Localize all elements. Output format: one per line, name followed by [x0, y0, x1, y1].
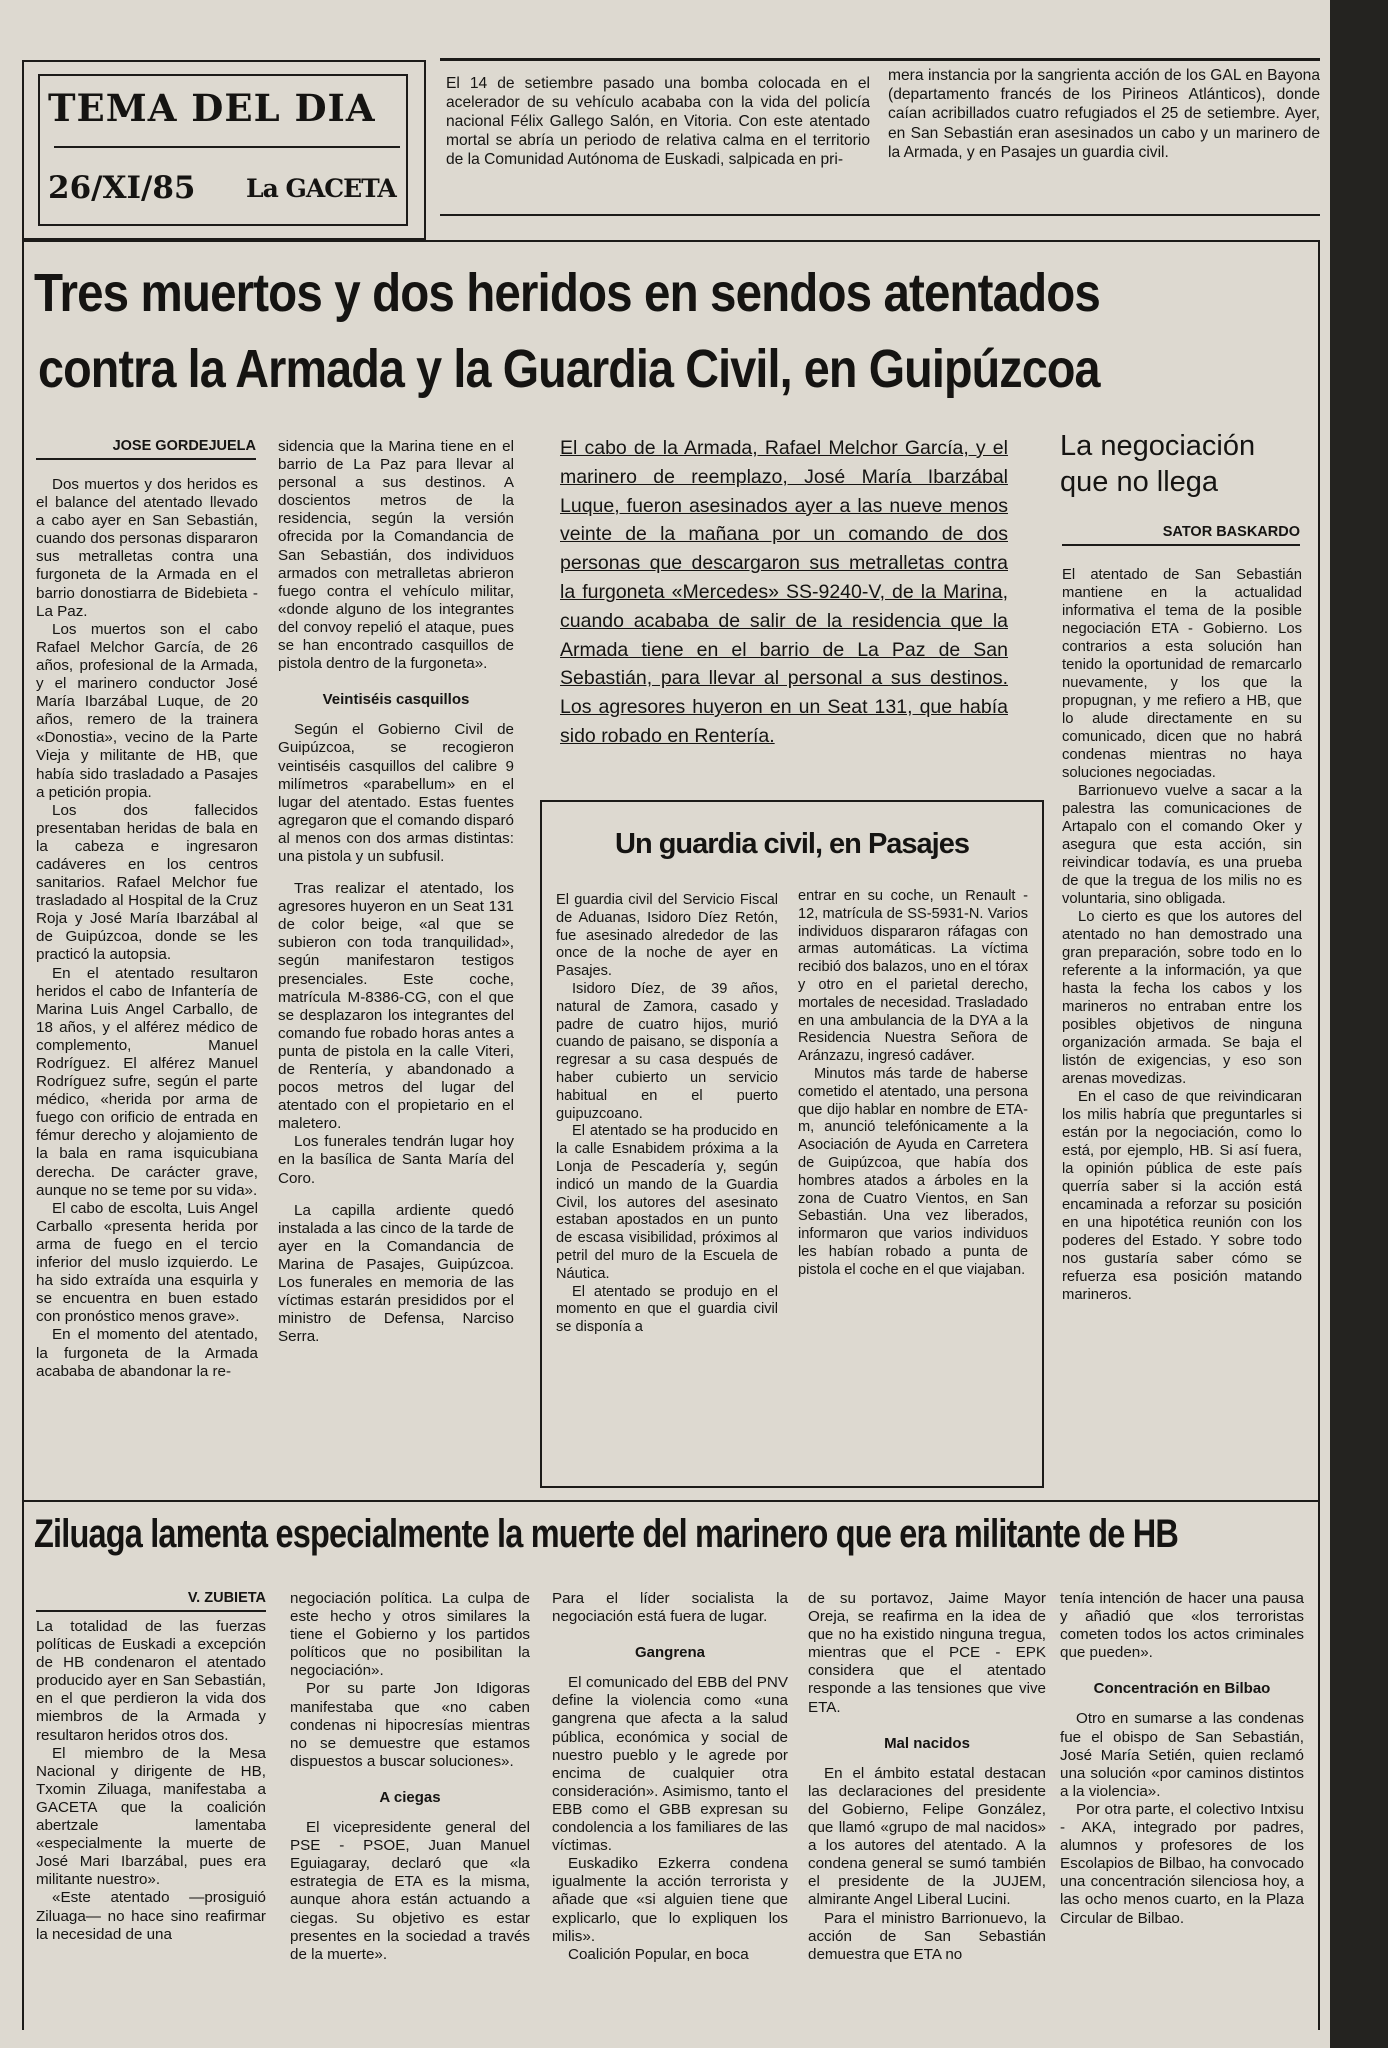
main-headline-line-1: Tres muertos y dos heridos en sendos atentados [34, 263, 1100, 323]
subhead-concentracion: Concentración en Bilbao [1093, 1680, 1271, 1698]
negociacion-paragraph: Barrionuevo vuelve a sacar a la palestra las comunicaciones de Artapalo con el comando Oker y asegura que esta acción, sin reivindicar todavía, es una prueba de que la tregua de los milis no es voluntaria, sino obligada. [1062, 783, 1302, 907]
box-column-2 [798, 888, 1028, 1476]
ziluaga-paragraph: Por su parte Jon Idigoras manifestaba que «no caben condenas ni hipocresías mientras no se demuestre que estamos dispuestos a buscar soluciones». [290, 1680, 530, 1770]
main-headline-line-2: contra la Armada y la Guardia Civil, en Guipúzcoa [38, 339, 1100, 399]
lead-paragraph: El cabo de la Armada, Rafael Melchor García, y el marinero de reemplazo, José María Ibarzábal Luque, fueron asesinados ayer a las nueve menos veinte de la mañana por un comando de dos personas que descargaron sus metralletas contra la furgoneta «Mercedes» SS-9240-V, de la Marina, cuando acababa de salir de la residencia que la Armada tiene en el barrio de La Paz de San Sebastián, para llevar al personal a sus destinos. Los agresores huyeron en un Seat 131, que había sido robado en Rentería. [560, 437, 1008, 747]
subhead-gangrena: Gangrena [634, 1644, 706, 1662]
main-paragraph: Los muertos son el cabo Rafael Melchor García, de 26 años, profesional de la Armada, y el marinero conductor José María Ibarzábal Luque, de 20 años, remero de la trainera «Donostia», vecino de la Parte Vieja y militante de HB, que había sido trasladado a Pasajes a petición propia. [36, 620, 258, 801]
main-paragraph: En el atentado resultaron heridos el cabo de Infantería de Marina Luis Angel Carballo, de 18 años, y el alférez médico de complemento, Manuel Rodríguez. El alférez Manuel Rodríguez sufre, según el parte médico, «herida por arma de fuego con orificio de entrada en fémur derecho y alojamiento de la bala en rama isquicubiana derecha. De carácter grave, aunque no se teme por su vida». [36, 964, 258, 1199]
negociacion-paragraph: El atentado de San Sebastián mantiene en la actualidad informativa el tema de la posible negociación ETA - Gobierno. Los contrarios a esta solución han tenido la oportunidad de remarcarlo nuevamente, y los que la propugnan, y me refiero a HB, que lo alude directamente en su comunicado, dicen que no habrá condenas mientras no haya soluciones negociadas. [1062, 567, 1302, 781]
ziluaga-column-1 [36, 1618, 266, 2018]
tema-del-dia-box [22, 60, 426, 240]
subhead-mal-nacidos: Mal nacidos [884, 1734, 970, 1752]
negociacion-paragraph: Lo cierto es que los autores del atentado no han demostrado una gran preparación, sobre todo en lo referente a la información, ya que hasta la fecha los cabos y los marineros no entraban entre los posibles objetivos de ninguna organización armada. Se baja el listón de exigencias, y eso son arenas movedizas. [1062, 909, 1302, 1087]
negociacion-byline: SATOR BASKARDO [1062, 524, 1300, 546]
ziluaga-paragraph: Por otra parte, el colectivo Intxisu - AKA, integrado por padres, alumnos y profesores de los Escolapios de Bilbao, ha convocado una concentración silenciosa hoy, a las ocho menos cuarto, en la Plaza Circular de Bilbao. [1060, 1800, 1304, 1927]
negociacion-title: La negociación que no llega [1060, 430, 1256, 498]
subhead-a-ciegas: A ciegas [379, 1788, 441, 1806]
ziluaga-paragraph: Para el líder socialista la negociación está fuera de lugar. [552, 1590, 788, 1626]
box-column-1 [556, 892, 778, 1476]
article-frame-left [22, 240, 24, 2030]
ziluaga-paragraph: En el ámbito estatal destacan las declaraciones del presidente del Gobierno, Felipe González, que llamó «grupo de mal nacidos» a los autores del atentado. A la condena general se sumó también el presidente de la JUJEM, almirante Angel Liberal Lucini. [808, 1764, 1046, 1909]
main-paragraph: Según el Gobierno Civil de Guipúzcoa, se recogieron veintiséis casquillos del calibre 9 milímetros «parabellum» en el lugar del atentado. Estas fuentes agregaron que el comando disparó al menos con dos armas distintas: una pistola y un subfusil. [278, 721, 514, 865]
ziluaga-paragraph: «Este atentado —prosiguió Ziluaga— no hace sino reafirmar la necesidad de una [36, 1889, 266, 1943]
ziluaga-paragraph: negociación política. La culpa de este hecho y otros similares la tiene el Gobierno y los partidos políticos que no posibilitan la negociación». [290, 1590, 530, 1680]
intro-right: mera instancia por la sangrienta acción de los GAL en Bayona (departamento francés de los Pirineos Atlánticos), donde caían acribillados cuatro refugiados el 25 de setiembre. Ayer, en San Sebastián eran asesinados un cabo y un marinero de la Armada, y en Pasajes un guardia civil. [888, 67, 1320, 161]
ziluaga-column-5 [1060, 1590, 1304, 2020]
guardia-civil-box [540, 800, 1044, 1488]
box-title: Un guardia civil, en Pasajes [615, 828, 969, 860]
main-column-2 [278, 438, 514, 1492]
ziluaga-paragraph: de su portavoz, Jaime Mayor Oreja, se reafirma en la idea de que no ha existido ninguna tregua, mientras que el PCE - EPK considera que el atentado responde a las tensiones que vive ETA. [808, 1590, 1046, 1716]
section-divider [22, 1500, 1320, 1502]
main-paragraph: La capilla ardiente quedó instalada a las cinco de la tarde de ayer en la Comandancia de Marina de Pasajes, Guipúzcoa. Los funerales en memoria de las víctimas estarán presididos por el ministro de Defensa, Narciso Serra. [278, 1201, 514, 1346]
ziluaga-paragraph: Otro en sumarse a las condenas fue el obispo de San Sebastián, José María Setién, quien reclamó una solución «por caminos distintos a la violencia». [1060, 1710, 1304, 1800]
ziluaga-headline: Ziluaga lamenta especialmente la muerte del marinero que era militante de HB [34, 1512, 1179, 1556]
main-paragraph: Tras realizar el atentado, los agresores huyeron en un Seat 131 de color beige, «al que se subieron con toda tranquilidad», según manifestaron testigos presenciales. Este coche, matrícula M-8386-CG, con el que se desplazaron los integrantes del comando fue robado horas antes a punta de pistola en la calle Viteri, de Rentería, y abandonado a pocos metros del lugar del atentado con el propietario en el maletero. [278, 880, 514, 1133]
ziluaga-paragraph: El vicepresidente general del PSE - PSOE, Juan Manuel Eguiagaray, declaró que «la estrategia de ETA es la misma, aunque ahora están actuando a ciegas. Su objetivo es estar presentes en la sociedad a través de la muerte». [290, 1819, 530, 1963]
ziluaga-paragraph: Coalición Popular, en boca [568, 1945, 749, 1963]
intro-rule [440, 214, 1320, 216]
tema-divider [54, 146, 400, 148]
ziluaga-paragraph: Euskadiko Ezkerra condena igualmente la acción terrorista y añade que «si alguien tiene que explicarlo, que lo expliquen los milis». [552, 1855, 788, 1945]
box-paragraph: El atentado se produjo en el momento en que el guardia civil se disponía a [556, 1283, 778, 1336]
main-paragraph: sidencia que la Marina tiene en el barrio de La Paz para llevar al personal a sus destinos. A doscientos metros de la residencia, según la versión ofrecida por la Comandancia de San Sebastián, dos individuos armados con metralletas abrieron fuego contra el vehículo militar, «donde alguno de los integrantes del convoy repelió el ataque, pues se han encontrado casquillos de pistola dentro de la furgoneta». [278, 438, 514, 673]
main-paragraph: Los funerales tendrán lugar hoy en la basílica de Santa María del Coro. [278, 1133, 514, 1187]
ziluaga-paragraph: tenía intención de hacer una pausa y añadió que «los terroristas cometen todos los actos criminales que pueden». [1060, 1590, 1304, 1662]
ziluaga-column-3 [552, 1590, 788, 2020]
box-paragraph: El atentado se ha producido en la calle Esnabidem próxima a la Lonja de Pescadería y, según indicó un mando de la Guardia Civil, los autores del asesinato estaban apostados en un punto de escasa visibilidad, próximos al petril del muro de la Escuela de Náutica. [556, 1123, 778, 1282]
ziluaga-paragraph: Para el ministro Barrionuevo, la acción de San Sebastián demuestra que ETA no [808, 1909, 1046, 1963]
ziluaga-paragraph: El comunicado del EBB del PNV define la violencia como «una gangrena que afecta a la salud pública, económica y social de nuestro pueblo y le agrede por encima de cualquier otra consideración». Asimismo, tanto el EBB como el GBB expresan su condolencia a los familiares de las víctimas. [552, 1674, 788, 1855]
box-paragraph: El guardia civil del Servicio Fiscal de Aduanas, Isidoro Díez Retón, fue asesinado alrededor de las once de la noche de ayer en Pasajes. [556, 892, 778, 980]
main-paragraph: En el momento del atentado, la furgoneta de la Armada acababa de abandonar la re- [36, 1326, 258, 1380]
subhead-veintiseis: Veintiséis casquillos [322, 691, 470, 709]
ziluaga-byline: V. ZUBIETA [36, 1590, 266, 1612]
tema-title: TEMA DEL DIA [48, 86, 376, 130]
gaceta-logo: La GACETA [246, 174, 396, 203]
top-rule [440, 58, 1320, 61]
box-paragraph: Minutos más tarde de haberse cometido el atentado, una persona que dijo hablar en nombre de ETA-m, anunció telefónicamente a la Asociación de Ayuda en Carretera de Guipúzcoa, que había dos hombres atados a árboles en la zona de Cuatro Vientos, en San Sebastián. Una vez liberados, informaron que varios individuos les habían robado a punta de pistola el coche en el que viajaban. [798, 1065, 1028, 1278]
article-frame-right [1318, 240, 1320, 2030]
page-edge-shadow [1330, 0, 1388, 2048]
article-frame-top [22, 240, 1320, 242]
ziluaga-paragraph: La totalidad de las fuerzas políticas de Euskadi a excepción de HB condenaron el atentado producido ayer en San Sebastián, en el que perdieron la vida dos miembros de la Armada y resultaron heridos otros dos. [36, 1618, 266, 1744]
main-column-1 [36, 476, 258, 1492]
tema-date: 26/XI/85 [48, 170, 196, 206]
ziluaga-paragraph: El miembro de la Mesa Nacional y dirigente de HB, Txomin Ziluaga, manifestaba a GACETA que la coalición abertzale lamentaba «especialmente la muerte de José Mari Ibarzábal, pues era militante nuestro». [36, 1744, 266, 1889]
main-paragraph: Los dos fallecidos presentaban heridas de bala en la cabeza e ingresaron cadáveres en los centros sanitarios. Rafael Melchor fue trasladado al Hospital de la Cruz Roja y José María Ibarzábal al de Guipúzcoa, donde se les practicó la autopsia. [36, 801, 258, 964]
ziluaga-column-2 [290, 1590, 530, 2020]
box-paragraph: entrar en su coche, un Renault - 12, matrícula de SS-5931-N. Varios individuos dispararon ráfagas con armas automáticas. La víctima recibió dos balazos, uno en el tórax y otro en el parietal derecho, mortales de necesidad. Trasladado en una ambulancia de la DYA a la Residencia Nuestra Señora de Aránzazu, ingresó cadáver. [798, 888, 1028, 1065]
main-paragraph: El cabo de escolta, Luis Angel Carballo «presenta herida por arma de fuego en el tercio inferior del muslo izquierdo. Le ha sido extraída una esquirla y se encuentra en buen estado con pronóstico menos grave». [36, 1199, 258, 1326]
ziluaga-column-4 [808, 1590, 1046, 2020]
box-paragraph: Isidoro Díez, de 39 años, natural de Zamora, casado y padre de cuatro hijos, murió cuando de paisano, se disponía a regresar a su casa después de haber cubierto un servicio habitual en el puerto guipuzcoano. [556, 980, 778, 1122]
negociacion-paragraph: En el caso de que reivindicaran los milis habría que preguntarles si están por la negociación, como lo está, por ejemplo, HB. Si así fuera, la opinión pública de este país querría saber si la acción está encaminada a reforzar su posición en una hipotética reunión con los poderes del Estado. Y sobre todo nos gustaría saber cómo se refuerza esa posición matando marineros. [1062, 1089, 1302, 1303]
main-byline: JOSE GORDEJUELA [36, 438, 256, 460]
intro-left: El 14 de setiembre pasado una bomba colocada en el acelerador de su vehículo acababa con la vida del policía nacional Félix Gallego Salón, en Vitoria. Con este atentado mortal se abría un periodo de relativa calma en el territorio de la Comunidad Autónoma de Euskadi, salpicada en pri- [446, 75, 870, 168]
negociacion-column [1062, 566, 1302, 1482]
main-paragraph: Dos muertos y dos heridos es el balance del atentado llevado a cabo ayer en San Sebastián, cuando dos personas dispararon sus metralletas contra una furgoneta de la Armada en el barrio donostiarra de Bidebieta - La Paz. [36, 476, 258, 620]
